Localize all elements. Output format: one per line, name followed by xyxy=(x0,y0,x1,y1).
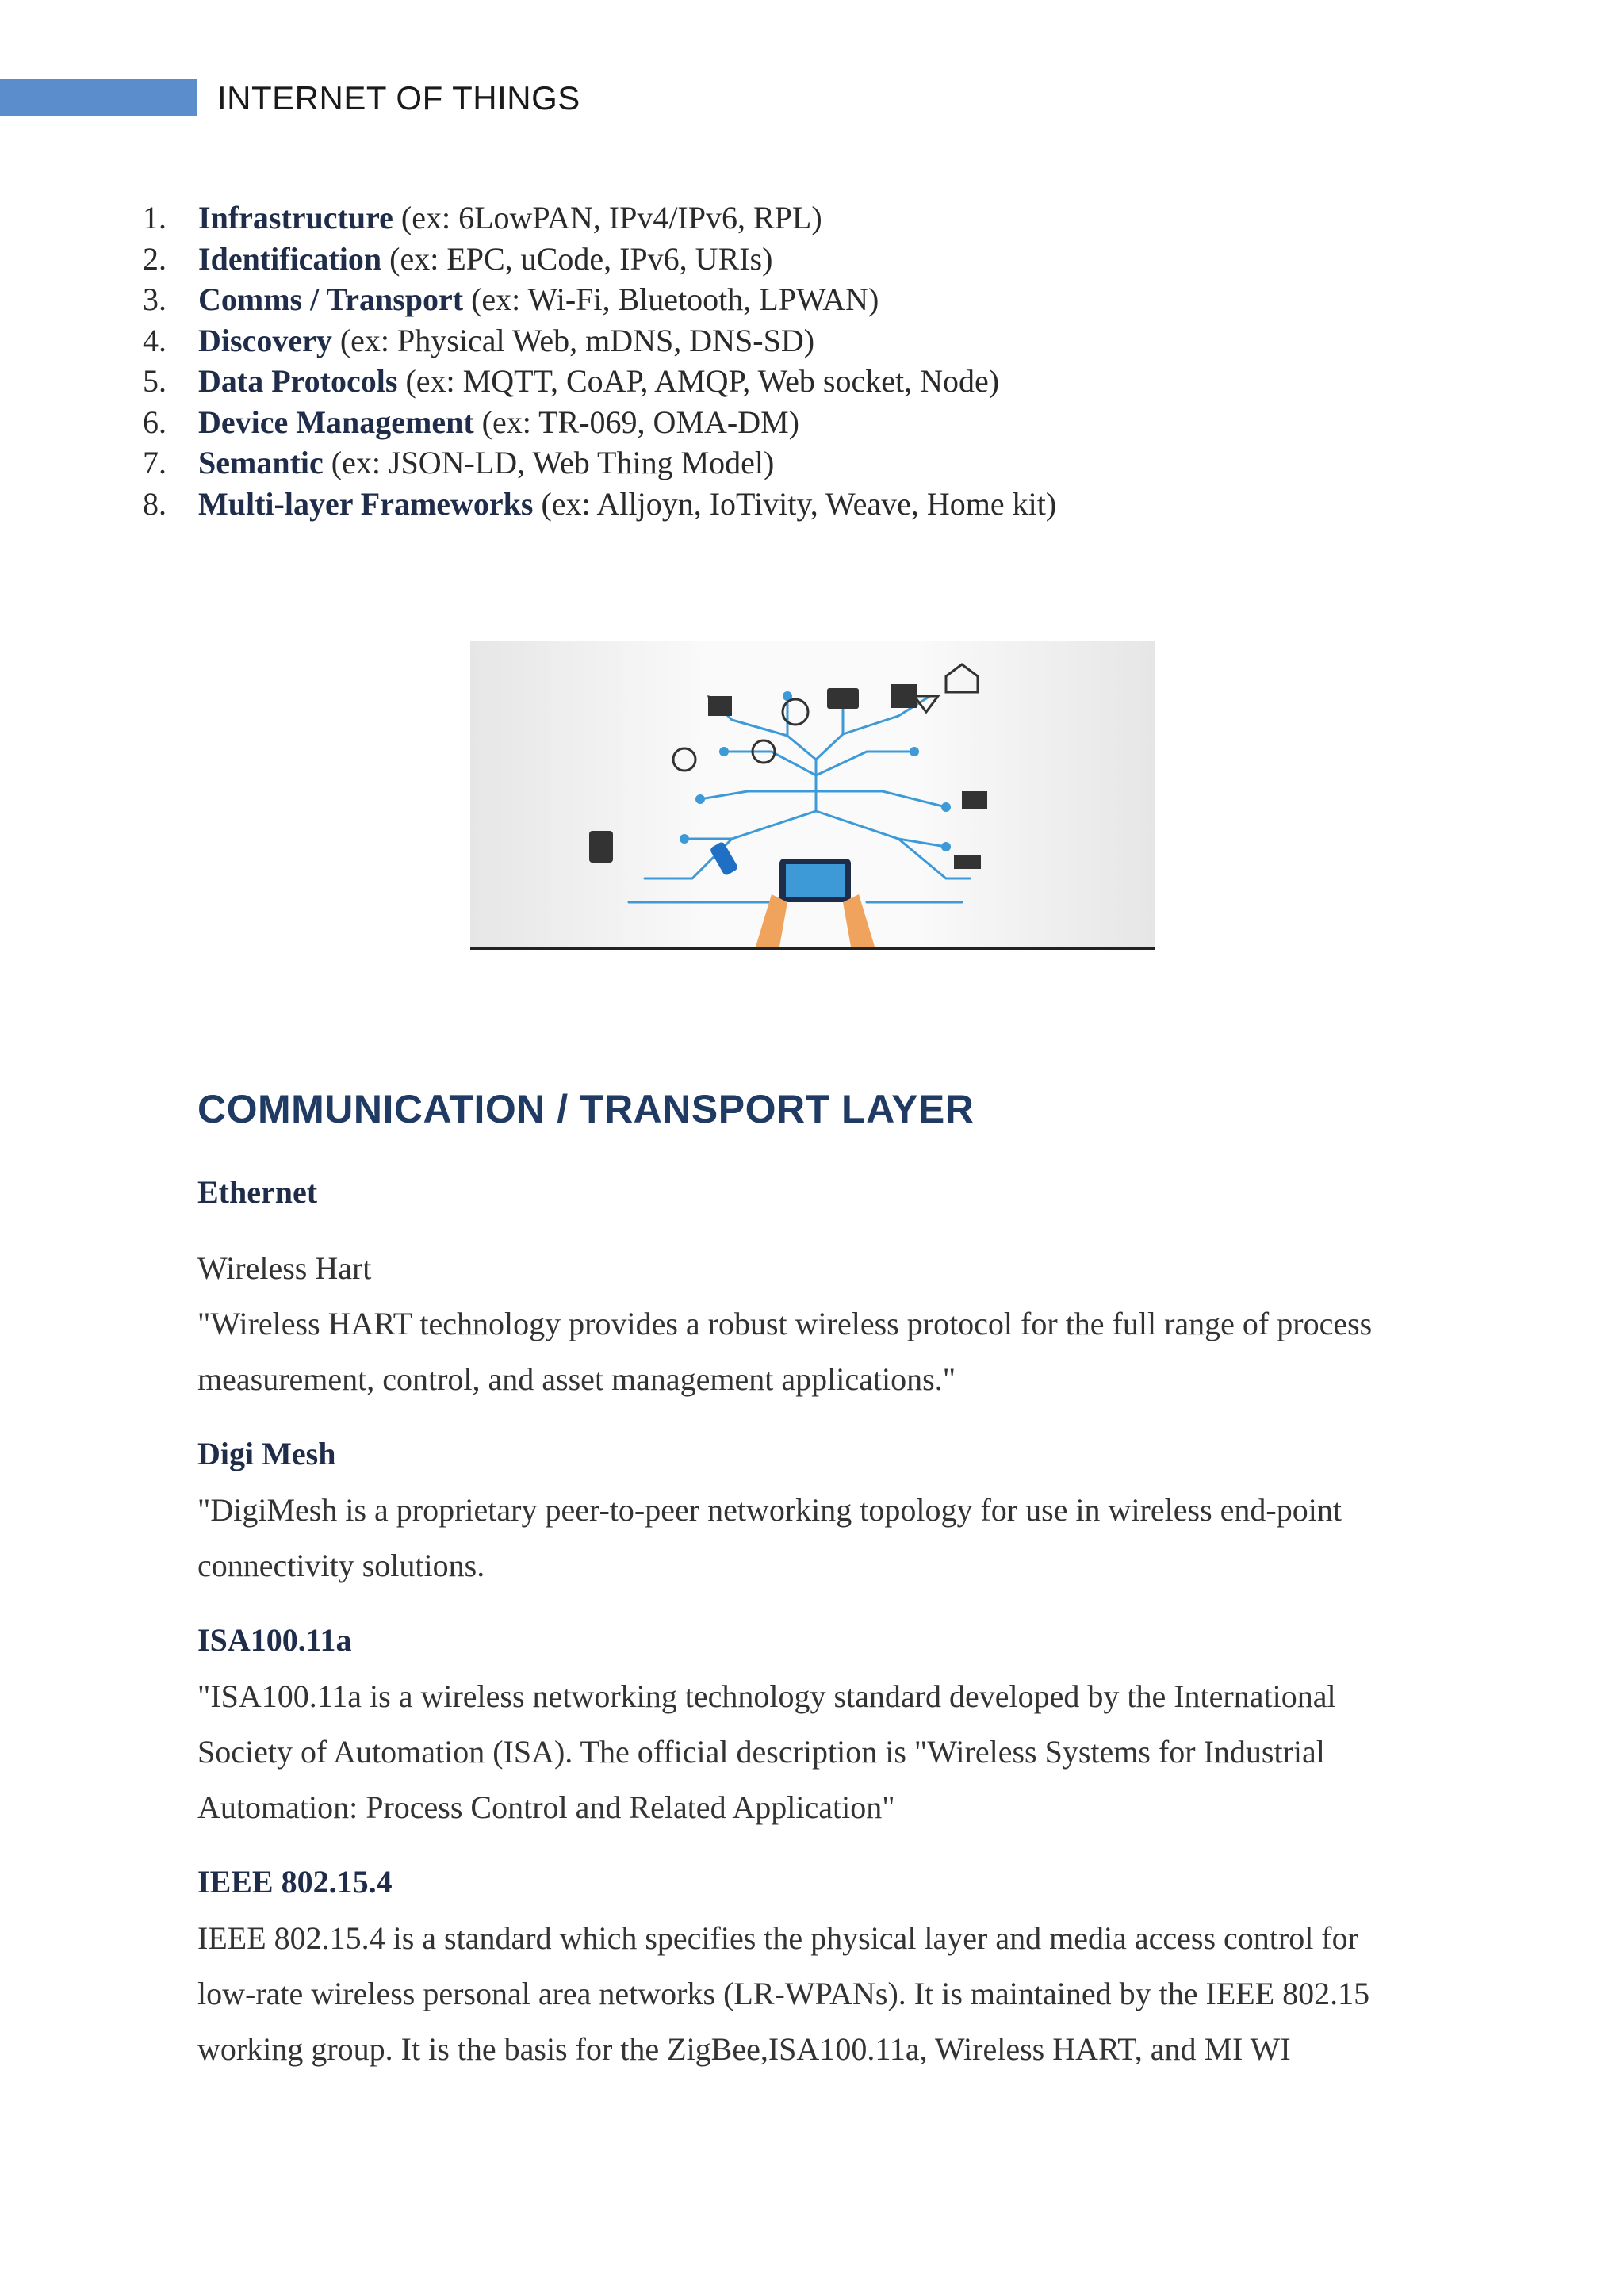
paragraph-line: Automation: Process Control and Related Application" xyxy=(197,1789,895,1825)
list-term: Semantic xyxy=(198,445,324,480)
list-desc: (ex: EPC, uCode, IPv6, URIs) xyxy=(381,240,773,277)
list-item xyxy=(143,484,1056,525)
subheading-digimesh: Digi Mesh xyxy=(197,1436,336,1471)
list-desc: (ex: JSON-LD, Web Thing Model) xyxy=(323,445,775,480)
section-heading: COMMUNICATION / TRANSPORT LAYER xyxy=(197,1087,975,1131)
list-number: 1. xyxy=(143,200,167,235)
list-term: Data Protocols xyxy=(198,363,398,399)
paragraph-line: "ISA100.11a is a wireless networking technology standard developed by the International xyxy=(197,1678,1336,1714)
list-term: Device Management xyxy=(198,404,474,440)
subheading-isa: ISA100.11a xyxy=(197,1622,352,1658)
page-header-title: INTERNET OF THINGS xyxy=(217,79,580,117)
paragraph-line: Society of Automation (ISA). The official description is "Wireless Systems for Industrial xyxy=(197,1734,1325,1770)
list-number: 7. xyxy=(143,445,167,480)
list-desc: (ex: TR-069, OMA-DM) xyxy=(473,404,799,440)
list-desc: (ex: Alljoyn, IoTivity, Weave, Home kit) xyxy=(533,485,1057,522)
list-item xyxy=(143,239,1056,280)
iot-network-graphic xyxy=(470,641,1155,947)
header-accent-bar xyxy=(0,79,197,116)
protocol-layer-list xyxy=(143,197,1056,524)
paragraph-line: connectivity solutions. xyxy=(197,1548,485,1583)
paragraph-line: "Wireless HART technology provides a robust wireless protocol for the full range of process xyxy=(197,1306,1373,1341)
list-item xyxy=(143,402,1056,443)
list-number: 3. xyxy=(143,281,167,317)
list-desc: (ex: 6LowPAN, IPv4/IPv6, RPL) xyxy=(393,200,822,235)
paragraph-line: working group. It is the basis for the ZigBee,ISA100.11a, Wireless HART, and MI WI xyxy=(197,2031,1291,2067)
list-number: 6. xyxy=(143,404,167,440)
list-item xyxy=(143,442,1056,484)
list-number: 2. xyxy=(143,240,167,277)
wireless-hart-title: Wireless Hart xyxy=(197,1250,372,1286)
paragraph-line: "DigiMesh is a proprietary peer-to-peer networking topology for use in wireless end-point xyxy=(197,1492,1342,1528)
list-desc: (ex: MQTT, CoAP, AMQP, Web socket, Node) xyxy=(397,363,1000,399)
paragraph-line: IEEE 802.15.4 is a standard which specifies the physical layer and media access control for xyxy=(197,1920,1358,1956)
list-term: Infrastructure xyxy=(198,200,393,235)
list-term: Comms / Transport xyxy=(198,281,464,317)
paragraph-line: measurement, control, and asset management applications." xyxy=(197,1361,956,1397)
list-number: 8. xyxy=(143,485,167,522)
list-term: Multi-layer Frameworks xyxy=(198,485,534,522)
list-item xyxy=(143,361,1056,402)
list-number: 4. xyxy=(143,322,167,358)
list-desc: (ex: Physical Web, mDNS, DNS-SD) xyxy=(331,322,815,358)
list-item xyxy=(143,279,1056,320)
subheading-ieee: IEEE 802.15.4 xyxy=(197,1864,393,1900)
list-number: 5. xyxy=(143,363,167,399)
subheading-ethernet: Ethernet xyxy=(197,1174,318,1210)
list-item xyxy=(143,320,1056,362)
list-term: Discovery xyxy=(198,322,332,358)
paragraph-line: low-rate wireless personal area networks (LR-WPANs). It is maintained by the IEEE 802.15 xyxy=(197,1976,1370,2011)
list-desc: (ex: Wi-Fi, Bluetooth, LPWAN) xyxy=(463,281,879,317)
list-item xyxy=(143,197,1056,239)
iot-illustration xyxy=(470,641,1155,950)
list-term: Identification xyxy=(198,240,382,277)
